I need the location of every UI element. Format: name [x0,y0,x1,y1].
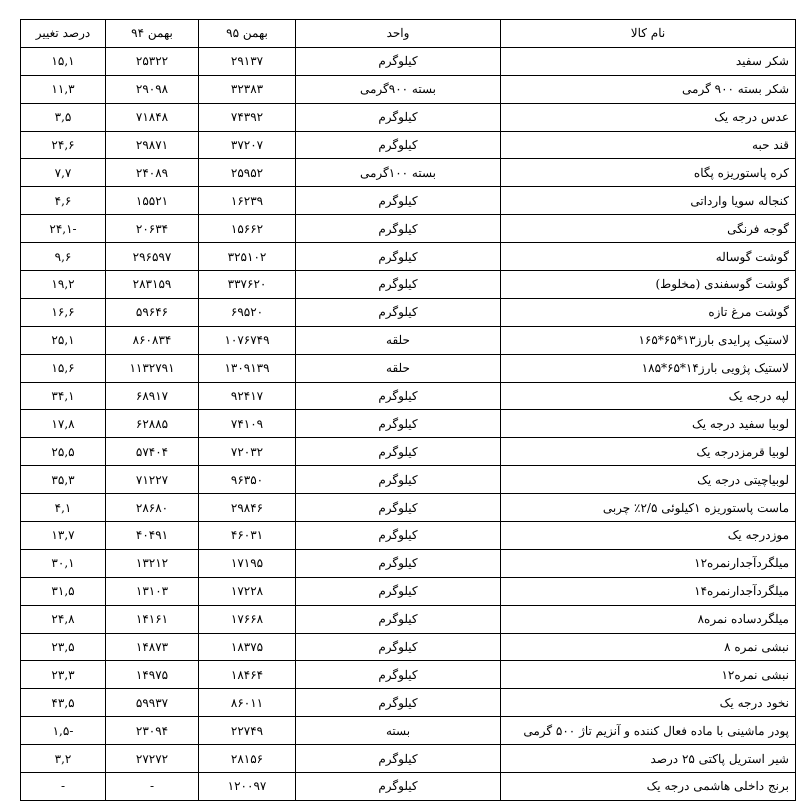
cell-unit: کیلوگرم [296,773,501,801]
cell-bahman95: ۳۲۳۸۳ [199,75,296,103]
cell-product-name: ماست پاستوریزه ۱کیلوئی ۲/۵٪ چربی [501,494,796,522]
cell-bahman94: ۲۰۶۳۴ [106,215,199,243]
cell-bahman94: ۵۹۶۴۶ [106,298,199,326]
cell-bahman94: ۶۲۸۸۵ [106,410,199,438]
cell-change-percent: ۳۰,۱ [21,549,106,577]
cell-product-name: میلگردآجدارنمره۱۲ [501,549,796,577]
cell-unit: کیلوگرم [296,689,501,717]
cell-bahman95: ۱۸۳۷۵ [199,633,296,661]
table-body [21,47,796,800]
cell-product-name: لاستیک پژویی بارز۱۴*۶۵*۱۸۵ [501,354,796,382]
table-row [21,75,796,103]
cell-bahman95: ۱۳۰۹۱۳۹ [199,354,296,382]
cell-bahman94: ۱۱۳۲۷۹۱ [106,354,199,382]
cell-bahman94: ۲۷۲۷۲ [106,745,199,773]
cell-change-percent: ۹,۶ [21,243,106,271]
cell-bahman94: ۲۴۰۸۹ [106,159,199,187]
cell-bahman94: ۱۴۸۷۳ [106,633,199,661]
cell-change-percent: ۲۳,۳ [21,661,106,689]
cell-product-name: لاستیک پرایدی بارز۱۳*۶۵*۱۶۵ [501,326,796,354]
cell-product-name: لوبیاچیتی درجه یک [501,466,796,494]
cell-unit: حلقه [296,354,501,382]
table-row [21,215,796,243]
cell-product-name: کنجاله سویا وارداتی [501,187,796,215]
cell-bahman94: ۱۴۱۶۱ [106,605,199,633]
cell-bahman94: ۲۳۰۹۴ [106,717,199,745]
cell-bahman94: ۱۳۱۰۳ [106,577,199,605]
cell-unit: کیلوگرم [296,271,501,299]
cell-product-name: گوشت گوساله [501,243,796,271]
cell-unit: کیلوگرم [296,522,501,550]
table-row [21,382,796,410]
cell-product-name: لوبیا سفید درجه یک [501,410,796,438]
cell-bahman95: ۱۵۶۶۲ [199,215,296,243]
cell-change-percent: ۲۴,۶ [21,131,106,159]
table-row [21,410,796,438]
table-row [21,243,796,271]
cell-bahman95: ۱۷۱۹۵ [199,549,296,577]
table-row [21,773,796,801]
cell-bahman95: ۱۰۷۶۷۴۹ [199,326,296,354]
cell-unit: کیلوگرم [296,549,501,577]
cell-product-name: نبشی نمره۱۲ [501,661,796,689]
cell-product-name: موزدرجه یک [501,522,796,550]
cell-bahman95: ۹۶۳۵۰ [199,466,296,494]
cell-bahman95: ۱۷۶۶۸ [199,605,296,633]
cell-product-name: گوشت مرغ تازه [501,298,796,326]
table-row [21,298,796,326]
cell-bahman94: ۲۸۶۸۰ [106,494,199,522]
cell-bahman94: ۵۹۹۳۷ [106,689,199,717]
cell-bahman94: ۸۶۰۸۳۴ [106,326,199,354]
cell-unit: کیلوگرم [296,243,501,271]
table-header-row [21,20,796,48]
cell-unit: کیلوگرم [296,47,501,75]
cell-change-percent: ۴,۶ [21,187,106,215]
cell-change-percent: ۱۹,۲ [21,271,106,299]
table-row [21,522,796,550]
cell-unit: کیلوگرم [296,466,501,494]
cell-change-percent: ۱۶,۶ [21,298,106,326]
cell-change-percent: ۱۷,۸ [21,410,106,438]
price-table-container [20,19,795,801]
cell-bahman95: ۶۹۵۲۰ [199,298,296,326]
cell-change-percent: -۲۴,۱ [21,215,106,243]
cell-bahman95: ۹۲۴۱۷ [199,382,296,410]
cell-bahman95: ۷۴۳۹۲ [199,103,296,131]
table-row [21,689,796,717]
cell-product-name: نخود درجه یک [501,689,796,717]
cell-change-percent: ۲۵,۱ [21,326,106,354]
cell-bahman94: ۱۳۲۱۲ [106,549,199,577]
cell-bahman95: ۲۸۱۵۶ [199,745,296,773]
cell-unit: کیلوگرم [296,438,501,466]
table-row [21,354,796,382]
cell-bahman94: ۲۹۰۹۸ [106,75,199,103]
table-row [21,577,796,605]
cell-change-percent: ۴,۱ [21,494,106,522]
header-bahman95: بهمن ۹۵ [199,20,296,48]
table-row [21,159,796,187]
cell-product-name: میلگردساده نمره۸ [501,605,796,633]
table-row [21,103,796,131]
cell-change-percent: ۱۵,۱ [21,47,106,75]
cell-product-name: گوشت گوسفندی (مخلوط) [501,271,796,299]
cell-bahman95: ۴۶۰۳۱ [199,522,296,550]
cell-bahman94: ۲۹۸۷۱ [106,131,199,159]
cell-change-percent: ۱۳,۷ [21,522,106,550]
table-row [21,745,796,773]
cell-unit: بسته [296,717,501,745]
cell-product-name: میلگردآجدارنمره۱۴ [501,577,796,605]
cell-unit: بسته ۹۰۰گرمی [296,75,501,103]
cell-bahman95: ۲۹۸۴۶ [199,494,296,522]
table-row [21,661,796,689]
cell-product-name: شکر سفید [501,47,796,75]
cell-bahman94: ۱۵۵۲۱ [106,187,199,215]
cell-bahman94: ۷۱۲۲۷ [106,466,199,494]
cell-bahman94: ۶۸۹۱۷ [106,382,199,410]
table-row [21,131,796,159]
cell-unit: کیلوگرم [296,577,501,605]
header-name: نام کالا [501,20,796,48]
cell-unit: کیلوگرم [296,382,501,410]
cell-unit: کیلوگرم [296,605,501,633]
table-row [21,549,796,577]
cell-change-percent: ۳۴,۱ [21,382,106,410]
cell-bahman94: - [106,773,199,801]
cell-unit: بسته ۱۰۰گرمی [296,159,501,187]
cell-change-percent: ۲۵,۵ [21,438,106,466]
cell-bahman95: ۲۲۷۴۹ [199,717,296,745]
table-row [21,187,796,215]
cell-bahman94: ۵۷۴۰۴ [106,438,199,466]
cell-change-percent: - [21,773,106,801]
cell-unit: کیلوگرم [296,215,501,243]
cell-bahman94: ۴۰۴۹۱ [106,522,199,550]
header-unit: واحد [296,20,501,48]
cell-bahman94: ۲۸۳۱۵۹ [106,271,199,299]
cell-bahman95: ۳۲۵۱۰۲ [199,243,296,271]
cell-bahman94: ۲۹۶۵۹۷ [106,243,199,271]
cell-bahman95: ۱۷۲۲۸ [199,577,296,605]
cell-change-percent: ۱۵,۶ [21,354,106,382]
cell-product-name: شیر استریل پاکتی ۲۵ درصد [501,745,796,773]
cell-unit: کیلوگرم [296,633,501,661]
cell-bahman95: ۱۲۰۰۹۷ [199,773,296,801]
cell-product-name: عدس درجه یک [501,103,796,131]
cell-unit: کیلوگرم [296,187,501,215]
price-table [20,19,796,801]
cell-unit: کیلوگرم [296,494,501,522]
cell-unit: کیلوگرم [296,745,501,773]
cell-bahman94: ۲۵۳۲۲ [106,47,199,75]
cell-bahman95: ۷۴۱۰۹ [199,410,296,438]
table-row [21,47,796,75]
cell-product-name: گوجه فرنگی [501,215,796,243]
cell-unit: کیلوگرم [296,131,501,159]
cell-product-name: نبشی نمره ۸ [501,633,796,661]
cell-unit: کیلوگرم [296,661,501,689]
cell-bahman94: ۱۴۹۷۵ [106,661,199,689]
table-row [21,466,796,494]
cell-unit: کیلوگرم [296,298,501,326]
cell-bahman95: ۳۷۲۰۷ [199,131,296,159]
table-row [21,438,796,466]
cell-unit: حلقه [296,326,501,354]
cell-bahman95: ۲۹۱۳۷ [199,47,296,75]
table-row [21,494,796,522]
table-row [21,326,796,354]
cell-change-percent: ۳۵,۳ [21,466,106,494]
header-bahman94: بهمن ۹۴ [106,20,199,48]
table-row [21,717,796,745]
table-row [21,605,796,633]
cell-bahman95: ۱۸۴۶۴ [199,661,296,689]
cell-change-percent: ۳,۲ [21,745,106,773]
cell-change-percent: ۱۱,۳ [21,75,106,103]
cell-change-percent: ۳۱,۵ [21,577,106,605]
cell-change-percent: ۴۳,۵ [21,689,106,717]
cell-bahman95: ۷۲۰۳۲ [199,438,296,466]
cell-bahman95: ۱۶۲۳۹ [199,187,296,215]
table-row [21,271,796,299]
cell-change-percent: -۱,۵ [21,717,106,745]
cell-product-name: لوبیا قرمزدرجه یک [501,438,796,466]
cell-product-name: کره پاستوریزه پگاه [501,159,796,187]
cell-unit: کیلوگرم [296,410,501,438]
cell-change-percent: ۳,۵ [21,103,106,131]
cell-change-percent: ۲۴,۸ [21,605,106,633]
cell-product-name: شکر بسته ۹۰۰ گرمی [501,75,796,103]
cell-product-name: پودر ماشینی با ماده فعال کننده و آنزیم تاژ ۵۰۰ گرمی [501,717,796,745]
cell-product-name: برنج داخلی هاشمی درجه یک [501,773,796,801]
table-row [21,633,796,661]
cell-product-name: لپه درجه یک [501,382,796,410]
cell-unit: کیلوگرم [296,103,501,131]
cell-product-name: قند حبه [501,131,796,159]
cell-bahman95: ۸۶۰۱۱ [199,689,296,717]
header-change: درصد تغییر [21,20,106,48]
cell-change-percent: ۲۳,۵ [21,633,106,661]
cell-bahman95: ۲۵۹۵۲ [199,159,296,187]
cell-bahman95: ۳۳۷۶۲۰ [199,271,296,299]
cell-bahman94: ۷۱۸۴۸ [106,103,199,131]
cell-change-percent: ۷,۷ [21,159,106,187]
